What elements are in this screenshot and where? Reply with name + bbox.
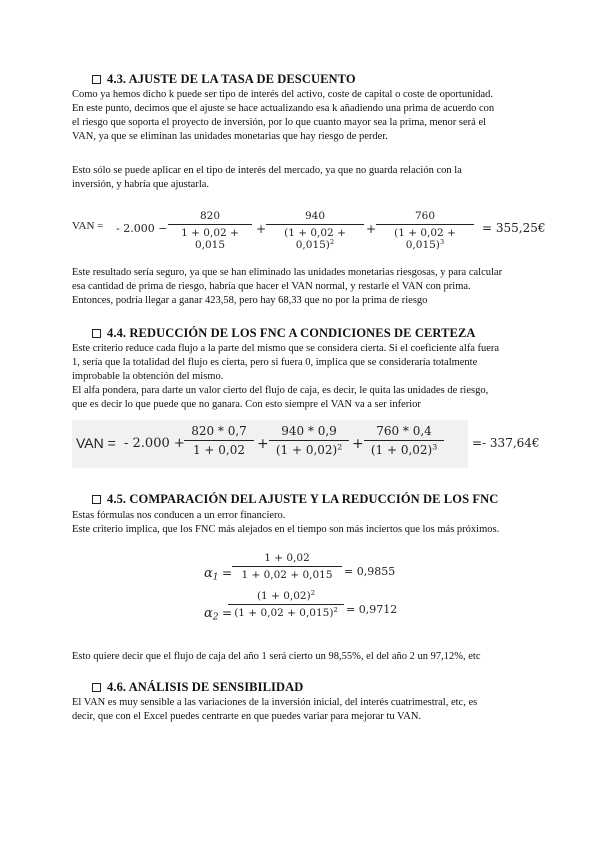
plus-sign: + <box>256 222 267 236</box>
alpha-1-symbol <box>204 566 219 581</box>
numerator: 820 <box>199 210 221 222</box>
numerator <box>228 590 344 604</box>
section-title: 4.4. REDUCCIÓN DE LOS FNC A CONDICIONES DE CERTEZA <box>107 326 476 340</box>
text-line: inversión, y habría que ajustarla. <box>72 179 210 190</box>
plus-sign: + <box>257 436 269 452</box>
formula-result: = 355,25€ <box>482 221 546 235</box>
text-line: Este resultado sería seguro, ya que se han eliminado las unidades monetarias riesgosas, y para calcular <box>72 267 503 278</box>
denominator: 1 + 0,02 + 0,015 <box>168 224 252 251</box>
alpha-letter: α <box>204 566 213 581</box>
numerator: 940 <box>304 210 326 222</box>
exponent: 2 <box>337 442 343 452</box>
numerator: 940 * 0,9 <box>281 424 337 438</box>
text-line: Estas fórmulas nos conducen a un error financiero. <box>72 510 286 521</box>
alpha-letter: α <box>204 606 213 621</box>
text-line: Este criterio reduce cada flujo a la parte del mismo que se considera cierta. Si el coeficiente alfa fuera <box>72 343 500 354</box>
numerator: 1 + 0,02 <box>264 552 310 564</box>
exponent: 2 <box>310 588 316 597</box>
text-line: El VAN es muy sensible a las variaciones de la inversión inicial, del interés cuatrimestral, etc, es <box>72 697 478 708</box>
text-line: El alfa pondera, para darte un valor cierto del flujo de caja, es decir, le quita las unidades de riesgo, <box>72 385 489 396</box>
alpha-1-fraction <box>232 552 342 581</box>
text-line: En este punto, decimos que el ajuste se hace actualizando esa k añadiendo una prima de acuerdo con <box>72 103 495 114</box>
denominator: 1 + 0,02 + 0,015 <box>232 566 342 581</box>
alpha-2-symbol <box>204 606 219 621</box>
section-title: 4.5. COMPARACIÓN DEL AJUSTE Y LA REDUCCIÓN DE LOS FNC <box>107 492 499 506</box>
section-heading-4-6 <box>92 680 303 695</box>
numerator-base: (1 + 0,02) <box>256 590 311 602</box>
denominator-base: (1 + 0,02) <box>275 443 338 457</box>
alpha-index: 2 <box>212 612 219 623</box>
denominator: 1 + 0,02 <box>184 440 254 457</box>
numerator: 760 <box>414 210 436 222</box>
text-line: que es decir lo que puede que no ganara. Con esto siempre el VAN va a ser inferior <box>72 399 421 410</box>
formula-initial: - 2.000 − <box>116 222 168 235</box>
numerator: 760 * 0,4 <box>376 424 432 438</box>
text-line: improbable la obtención del mismo. <box>72 371 224 382</box>
text-line: el riesgo que soporta el proyecto de inversión, por lo que cuanto mayor sea la prima, menor será el <box>72 117 487 128</box>
alpha-1-result: = 0,9855 <box>344 565 396 578</box>
formula-initial: - 2.000 + <box>124 436 185 451</box>
text-line: Este criterio implica, que los FNC más alejados en el tiempo son más inciertos que los más próximos. <box>72 524 500 535</box>
exponent: 2 <box>329 237 335 246</box>
exponent: 3 <box>432 442 438 452</box>
alpha-2-fraction <box>228 590 344 619</box>
formula-lhs: VAN = <box>72 220 104 232</box>
checkbox-icon <box>92 683 101 692</box>
denominator-base: (1 + 0,02 + 0,015) <box>234 607 334 619</box>
equals-sign: = <box>222 566 233 580</box>
section-title: 4.3. AJUSTE DE LA TASA DE DESCUENTO <box>107 72 356 86</box>
paragraph-4-5-conclusion <box>72 650 532 664</box>
plus-sign: + <box>366 222 377 236</box>
equals-sign: = <box>222 606 233 620</box>
denominator-base: (1 + 0,02) <box>370 443 433 457</box>
denominator-base: (1 + 0,02 + 0,015) <box>394 227 456 251</box>
alpha-2-result: = 0,9712 <box>346 603 398 616</box>
text-line: decir, que con el Excel puedes centrarte en que puedes variar para mejorar tu VAN. <box>72 711 422 722</box>
text-line: Como ya hemos dicho k puede ser tipo de interés del activo, coste de capital o coste de oportunidad. <box>72 89 494 100</box>
text-line: VAN, ya que se eliminan las unidades monetarias que hay riesgo de perder. <box>72 131 388 142</box>
formula-lhs: VAN = <box>76 435 116 451</box>
section-title: 4.6. ANÁLISIS DE SENSIBILIDAD <box>107 680 304 694</box>
alpha-index: 1 <box>212 572 219 583</box>
text-line: Entonces, podría llegar a ganar 423,58, pero hay 68,33 que no por la prima de riesgo <box>72 295 428 306</box>
text-line: 1, sería que la totalidad del flujo es cierta, pero si fuera 0, implica que se consideraría totalmente <box>72 357 478 368</box>
formula-result: =- 337,64€ <box>472 436 540 450</box>
denominator <box>228 604 344 619</box>
paragraph-4-6 <box>72 696 532 724</box>
text-line: esa cantidad de prima de riesgo, habría que hacer el VAN normal, y restarle el VAN con prima. <box>72 281 471 292</box>
denominator-base: (1 + 0,02 + 0,015) <box>284 227 346 251</box>
exponent: 2 <box>333 605 338 614</box>
exponent: 3 <box>439 237 445 246</box>
text-line: Esto quiere decir que el flujo de caja del año 1 será cierto un 98,55%, el del año 2 un 97,12%, etc <box>72 651 481 662</box>
numerator: 820 * 0,7 <box>191 424 247 438</box>
plus-sign: + <box>352 436 364 452</box>
text-line: Esto sólo se puede aplicar en el tipo de interés del mercado, ya que no guarda relación con la <box>72 165 462 176</box>
